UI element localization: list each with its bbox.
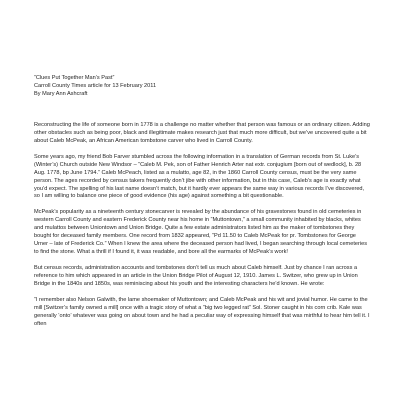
paragraph-church-record: Some years ago, my friend Bob Farver stumbled across the following information in a translation of German records from St. Luke’s (Winter’s) Church outside New Windsor – “Caleb M. Pek, son of Father Henrich Arter nat extr. conjugium [born out of wedlock], b. 28 Aug. 1778, bp June 1794.” Caleb McPeach, listed as a mulatto, age 82, in the 1860 Carroll County census, must be the very same person. The ages recorded by census takers frequently don’t jibe with other information, but in this case, Caleb’s age is exactly what you’d expect. The spelling of his last name doesn’t match, but it hardly ever appears the same way in various records I’ve discovered, so I am willing to balance one piece of good evidence (his age) against something a bit questionable.	[34, 153, 365, 200]
header-spacer	[34, 99, 370, 122]
article-title: “Clues Put Together Man’s Past”	[34, 75, 115, 81]
paragraph-stonecarver: McPeak’s popularity as a nineteenth century stonecarver is revealed by the abundance of his gravestones found in old cemeteries in western Carroll County and eastern Frederick County near his home in “Muttontown,” a small community inhabited by blacks, whites and mulattos between Uniontown and Union Bridge. Quite a few estate administrators listed him as the maker of tombstones they bought for deceased family members. One record from 1832 appeared, “Pd 11.50 to Caleb McPeak for pr. Tombstones for George Urner – late of Frederick Co.” When I knew the area where the deceased person had lived, I began searching through local cemeteries to find the stone. What a thrill if I found it, it was readable, and bore all the earmarks of McPeak’s work!	[34, 209, 368, 256]
publication-line: Carroll County Times article for 13 February 2011	[34, 82, 157, 89]
paragraph-census: But census records, administration accounts and tombstones don’t tell us much about Caleb himself. Just by chance I ran across a reference to him which appeared in an article in the Union Bridge Pilot of August 12, 1910. James L. Switzer, who grew up in Union Bridge in the 1840s and 1850s, was reminiscing about his youth and the interesting characters he’d known. He wrote:	[34, 265, 358, 288]
paragraph-quote: “I remember also Nelson Galwith, the lame shoemaker of Muttontown; and Caleb McPeak and his wit and jovial humor. He came to the mill [Switzer’s family owned a mill] once with a tragic story of what a “big two legged rat” Sol. Stoner caught in his corn crib. Kale was generally ‘onto’ whatever was going on about town and he had a peculiar way of expressing himself that was mirthful to hear him tell it. I often	[34, 297, 370, 327]
article-body	[34, 75, 370, 329]
paragraph-intro: Reconstructing the life of someone born in 1778 is a challenge no matter whether that person was famous or an ordinary citizen. Adding other obstacles such as being poor, black and illegitimate makes research just that much more difficult, but we’ve uncovered quite a bit about Caleb McPeak, an African American tombstone carver who lived in Carroll County.	[34, 121, 370, 144]
byline: By Mary Ann Ashcraft	[34, 90, 88, 97]
